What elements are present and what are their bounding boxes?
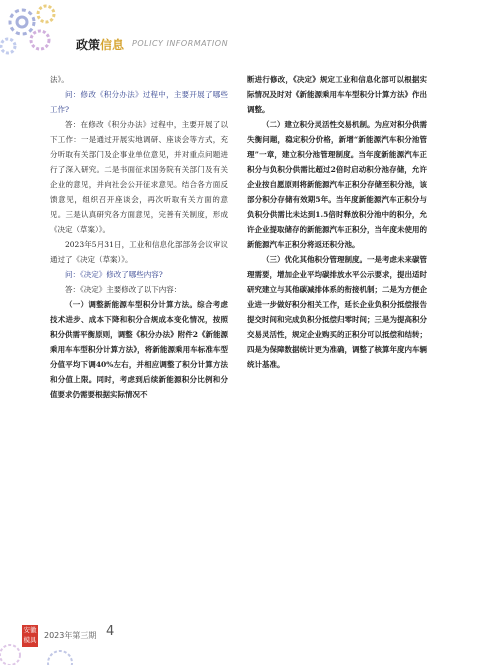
paragraph: 答：在修改《积分办法》过程中，主要开展了以下工作：一是通过开展实地调研、座谈会等方式，充分听取有关部门及企事业单位意见，并对重点问题进行了深入研究。二是书面征求国务院有关部门及有关企业的意见，并向社会公开征求意见。结合各方面反馈意见，组织召开座谈会，再次听取有关方面的意见。三是认真研究各方面意见，完善有关制度，形成《决定（草案）》。 bbox=[50, 120, 228, 234]
header-gear-decoration bbox=[0, 0, 80, 60]
issue-label: 2023年第三期 bbox=[44, 631, 97, 640]
magazine-badge: 安徽模具 bbox=[22, 625, 38, 647]
question-heading: 问：修改《积分办法》过程中，主要开展了哪些工作? bbox=[50, 90, 228, 114]
question-heading: 问：《决定》修改了哪些内容? bbox=[65, 270, 163, 279]
paragraph: 断进行修改，《决定》规定工业和信息化部可以根据实际情况及时对《新能源乘用车车型积分计算方法》作出调整。 bbox=[247, 75, 427, 114]
paragraph: （三）优化其他积分管理制度。一是考虑未来碳管理需要，增加企业平均碳排放水平公示要求，提出适时研究建立与其他碳减排体系的衔接机制；二是为方便企业进一步做好积分相关工作，延长企业负积分抵偿报告提交时间和完成负积分抵偿归零时间；三是为提高积分交易灵活性，规定企业购买的正积分可以抵偿和结转；四是为保障数据统计更为准确，调整了核算年度内车辆统计基准。 bbox=[247, 255, 427, 369]
page-number: 4 bbox=[106, 624, 115, 639]
paragraph: （二）建立积分灵活性交易机制。为应对积分供需失衡问题，稳定积分价格，新增“新能源汽车积分池管理”一章，建立积分池管理制度。当年度新能源汽车正积分与负积分供需比超过2倍时启动积分池存储，允许企业按自愿原则将新能源汽车正积分存储至积分池，该部分积分存储有效期5年。当年度新能源汽车正积分与负积分供需比未达到1.5倍时释放积分池中的积分，允许企业提取储存的新能源汽车正积分，当年度未使用的新能源汽车正积分将返还积分池。 bbox=[247, 120, 427, 249]
paragraph: 2023年5月31日，工业和信息化部部务会议审议通过了《决定（草案）》。 bbox=[50, 240, 228, 264]
left-column bbox=[50, 72, 228, 402]
paragraph: （一）调整新能源车型积分计算方法。综合考虑技术进步、成本下降和积分合规成本变化情况，按照积分供需平衡原则，调整《积分办法》附件2《新能源乘用车车型积分计算方法》，将新能源乘用车标准车型分值平均下调40%左右，并相应调整了积分计算方法和分值上限。同时，考虑到后续新能源积分比例和分值要求仍需要根据实际情况不 bbox=[50, 300, 228, 399]
paragraph: 答：《决定》主要修改了以下内容： bbox=[65, 285, 182, 294]
paragraph: 法》。 bbox=[50, 75, 69, 84]
right-column bbox=[247, 72, 427, 372]
section-title-english: POLICY INFORMATION bbox=[132, 39, 229, 48]
section-title: 政策信息 bbox=[76, 38, 125, 52]
